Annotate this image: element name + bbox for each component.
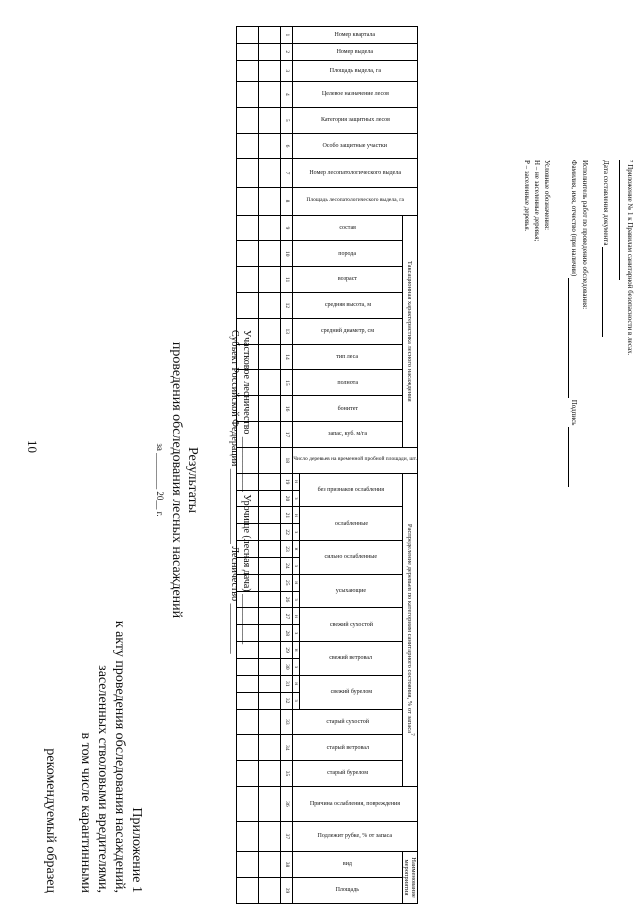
column-number: 29 xyxy=(281,642,293,659)
column-number: 27 xyxy=(281,608,293,625)
table-cell[interactable] xyxy=(259,541,281,558)
table-cell[interactable] xyxy=(237,27,259,44)
table-cell[interactable] xyxy=(237,344,259,370)
appendix-line-4: в том числе карантинными xyxy=(78,732,93,893)
column-number: 12 xyxy=(281,293,293,319)
table-cell[interactable] xyxy=(237,692,259,709)
tax-group-header: Таксационная характеристика лесного насаждения xyxy=(402,215,417,447)
col-measure-area-header: Площадь xyxy=(293,877,402,903)
sub-z: з xyxy=(293,591,300,608)
table-cell[interactable] xyxy=(259,877,281,903)
column-number: 26 xyxy=(281,591,293,608)
col-area-header: Площадь выдела, га xyxy=(293,60,418,81)
col-old-windbreak-header: старый бурелом xyxy=(293,761,402,787)
table-cell[interactable] xyxy=(259,625,281,642)
table-cell[interactable] xyxy=(259,735,281,761)
table-cell[interactable] xyxy=(237,761,259,787)
table-cell[interactable] xyxy=(259,852,281,878)
table-cell[interactable] xyxy=(237,159,259,187)
col-protective-category-header: Категория защитных лесов xyxy=(293,107,418,133)
col-quarter-header: Номер квартала xyxy=(293,27,418,44)
column-number: 24 xyxy=(281,557,293,574)
table-cell[interactable] xyxy=(237,658,259,675)
column-number: 38 xyxy=(281,852,293,878)
table-cell[interactable] xyxy=(259,60,281,81)
column-number: 3 xyxy=(281,60,293,81)
table-cell[interactable] xyxy=(259,591,281,608)
table-cell[interactable] xyxy=(259,709,281,735)
col-felling-header: Подлежит рубке, % от запаса xyxy=(293,821,418,851)
column-number: 25 xyxy=(281,574,293,591)
column-number: 31 xyxy=(281,675,293,692)
col-height-header: средняя высота, м xyxy=(293,293,402,319)
report-subtitle: проведения обследования лесных насаждений xyxy=(169,341,184,619)
table-cell[interactable] xyxy=(259,447,281,473)
table-cell[interactable] xyxy=(237,133,259,159)
table-cell[interactable] xyxy=(259,215,281,241)
legend-z: Р – заселенные деревья. xyxy=(523,160,531,232)
legend-block xyxy=(522,160,552,241)
column-number: 9 xyxy=(281,215,293,241)
table-cell[interactable] xyxy=(259,608,281,625)
table-cell[interactable] xyxy=(237,473,259,490)
table-cell[interactable] xyxy=(237,267,259,293)
table-cell[interactable] xyxy=(259,524,281,541)
table-cell[interactable] xyxy=(237,786,259,821)
sub-z: з xyxy=(293,625,300,642)
sub-n: н xyxy=(293,642,300,659)
column-number: 16 xyxy=(281,396,293,422)
table-row xyxy=(259,27,281,904)
distribution-group-header: Распределение деревьев по категориям санитарного состояния, % от запаса$^7$ xyxy=(402,473,417,786)
col-stock-header: запас, куб. м/га xyxy=(293,422,402,448)
column-number-row xyxy=(281,27,293,904)
col-purpose-header: Целевое назначение лесов xyxy=(293,82,418,108)
col-age-header: возраст xyxy=(293,267,402,293)
fio-row xyxy=(568,160,579,487)
column-number: 4 xyxy=(281,82,293,108)
column-number: 2 xyxy=(281,43,293,60)
table-cell[interactable] xyxy=(237,215,259,241)
table-cell[interactable] xyxy=(259,761,281,787)
column-number: 34 xyxy=(281,735,293,761)
column-number: 10 xyxy=(281,241,293,267)
sub-n: н xyxy=(293,574,300,591)
table-cell[interactable] xyxy=(259,507,281,524)
col-special-areas-header: Особо защитные участки xyxy=(293,133,418,159)
table-cell[interactable] xyxy=(237,821,259,851)
column-number: 8 xyxy=(281,187,293,215)
group-no-weakening: без признаков ослабления xyxy=(300,473,402,507)
table-cell[interactable] xyxy=(237,107,259,133)
col-forest-type-header: тип леса xyxy=(293,344,402,370)
table-cell[interactable] xyxy=(259,187,281,215)
table-cell[interactable] xyxy=(259,821,281,851)
table-cell[interactable] xyxy=(259,241,281,267)
col-old-deadwood-header: старый сухостой xyxy=(293,709,402,735)
column-number: 33 xyxy=(281,709,293,735)
col-density-header: полнота xyxy=(293,370,402,396)
sub-z: з xyxy=(293,658,300,675)
table-cell[interactable] xyxy=(237,187,259,215)
table-cell[interactable] xyxy=(237,735,259,761)
column-number: 21 xyxy=(281,507,293,524)
table-cell[interactable] xyxy=(259,27,281,44)
table-cell[interactable] xyxy=(259,370,281,396)
column-number: 35 xyxy=(281,761,293,787)
table-cell[interactable] xyxy=(237,318,259,344)
sub-n: н xyxy=(293,473,300,490)
legend-n: Н – не заселенные деревья; xyxy=(533,160,541,242)
col-cause-header: Причина ослабления, повреждения xyxy=(293,786,418,821)
table-cell[interactable] xyxy=(259,473,281,490)
table-cell[interactable] xyxy=(259,267,281,293)
table-cell[interactable] xyxy=(259,107,281,133)
table-cell[interactable] xyxy=(237,642,259,659)
appendix-line-3: заселенных стволовыми вредителями, xyxy=(95,665,110,893)
column-number: 37 xyxy=(281,821,293,851)
executor-label: Исполнитель работ по проведению обследования: xyxy=(581,160,589,310)
legend-title: Условные обозначения: xyxy=(543,160,551,231)
col-species-header: порода xyxy=(293,241,402,267)
column-number: 18 xyxy=(281,447,293,473)
sub-z: з xyxy=(293,524,300,541)
table-row xyxy=(237,27,259,904)
table-cell[interactable] xyxy=(259,396,281,422)
sub-z: з xyxy=(293,557,300,574)
col-diameter-header: средний диаметр, см xyxy=(293,318,402,344)
table-cell[interactable] xyxy=(237,541,259,558)
table-cell[interactable] xyxy=(237,241,259,267)
column-number: 36 xyxy=(281,786,293,821)
table-cell[interactable] xyxy=(237,591,259,608)
table-cell[interactable] xyxy=(259,82,281,108)
report-title-block xyxy=(152,330,200,630)
table-cell[interactable] xyxy=(237,60,259,81)
col-plot-header: Номер выдела xyxy=(293,43,418,60)
group-weakened: ослабленные xyxy=(300,507,402,541)
table-cell[interactable] xyxy=(237,877,259,903)
sub-z: з xyxy=(293,490,300,507)
table-cell[interactable] xyxy=(259,675,281,692)
table-cell[interactable] xyxy=(237,852,259,878)
meta-subject: Субъект Российской Федерации _______________ Лесничество __________ xyxy=(229,330,240,654)
signature-label: Подпись xyxy=(570,399,578,426)
table-cell[interactable] xyxy=(237,557,259,574)
column-number: 13 xyxy=(281,318,293,344)
sample-note: рекомендуемый образец xyxy=(43,748,58,893)
appendix-block xyxy=(42,621,145,893)
results-table xyxy=(236,26,418,904)
date-label: Дата составления документа xyxy=(602,160,610,246)
column-number: 15 xyxy=(281,370,293,396)
meta-district: Участковое лесничество ___________ Урочище (лесная дача) __________ xyxy=(241,330,252,645)
column-number: 28 xyxy=(281,625,293,642)
table-cell[interactable] xyxy=(259,43,281,60)
table-cell[interactable] xyxy=(259,557,281,574)
column-number: 11 xyxy=(281,267,293,293)
table-cell[interactable] xyxy=(237,43,259,60)
table-cell[interactable] xyxy=(259,159,281,187)
table-cell[interactable] xyxy=(237,422,259,448)
column-number: 1 xyxy=(281,27,293,44)
table-cell[interactable] xyxy=(259,293,281,319)
measures-group-header: Наименование мероприятия xyxy=(402,852,417,904)
table-cell[interactable] xyxy=(259,658,281,675)
table-cell[interactable] xyxy=(237,709,259,735)
group-fresh-deadwood: свежий сухостой xyxy=(300,608,402,642)
column-number: 23 xyxy=(281,541,293,558)
table-cell[interactable] xyxy=(237,574,259,591)
column-number: 30 xyxy=(281,658,293,675)
col-old-windfall-header: старый ветровал xyxy=(293,735,402,761)
group-strongly-weakened: сильно ослабленные xyxy=(300,541,402,575)
table-cell[interactable] xyxy=(259,786,281,821)
table-cell[interactable] xyxy=(237,82,259,108)
col-lp-plot-area-header: Площадь лесопатологического выдела, га xyxy=(293,187,418,215)
table-cell[interactable] xyxy=(259,574,281,591)
table-cell[interactable] xyxy=(237,507,259,524)
sub-n: н xyxy=(293,608,300,625)
column-number: 39 xyxy=(281,877,293,903)
table-cell[interactable] xyxy=(259,692,281,709)
column-number: 7 xyxy=(281,159,293,187)
footnote: ⁷ Приложение № 1 к Правилам санитарной безопасности в лесах. xyxy=(626,160,634,356)
col-lp-plot-number-header: Номер лесопатологического выдела xyxy=(293,159,418,187)
sub-n: н xyxy=(293,675,300,692)
group-fresh-windfall: свежий ветровал xyxy=(300,642,402,676)
appendix-line-2: к акту проведения обследования насаждений, xyxy=(112,620,127,893)
table-cell[interactable] xyxy=(237,490,259,507)
sub-n: н xyxy=(293,507,300,524)
fio-label: Фамилия, имя, отчество (при наличии) xyxy=(570,160,578,277)
table-cell[interactable] xyxy=(259,490,281,507)
table-cell[interactable] xyxy=(237,447,259,473)
signature-block xyxy=(568,160,590,487)
sub-z: з xyxy=(293,692,300,709)
table-cell[interactable] xyxy=(237,524,259,541)
report-title: Результаты xyxy=(185,446,200,514)
column-number: 17 xyxy=(281,422,293,448)
fio-line xyxy=(568,278,569,398)
table-cell[interactable] xyxy=(237,625,259,642)
col-tree-count-header: Число деревьев на временной пробной площади, шт. xyxy=(293,447,418,473)
table-cell[interactable] xyxy=(237,293,259,319)
column-number: 32 xyxy=(281,692,293,709)
column-number: 14 xyxy=(281,344,293,370)
signature-line xyxy=(568,427,569,487)
table-cell[interactable] xyxy=(259,422,281,448)
column-number: 6 xyxy=(281,133,293,159)
report-period: за ________ 20__ г. xyxy=(155,443,165,517)
group-drying: усыхающие xyxy=(300,574,402,608)
footnote-separator xyxy=(619,160,620,280)
column-number: 5 xyxy=(281,107,293,133)
column-number: 19 xyxy=(281,473,293,490)
table-cell[interactable] xyxy=(259,642,281,659)
appendix-title: Приложение 1 xyxy=(129,807,144,893)
column-number: 22 xyxy=(281,524,293,541)
column-number: 20 xyxy=(281,490,293,507)
col-measure-type-header: вид xyxy=(293,852,402,878)
table-cell[interactable] xyxy=(259,344,281,370)
group-fresh-windbreak: свежий бурелом xyxy=(300,675,402,709)
table-cell[interactable] xyxy=(237,675,259,692)
page-number: 10 xyxy=(25,440,40,453)
col-bonitet-header: бонитет xyxy=(293,396,402,422)
table-cell[interactable] xyxy=(237,396,259,422)
date-line xyxy=(602,247,603,337)
table-cell[interactable] xyxy=(237,370,259,396)
table-cell[interactable] xyxy=(237,608,259,625)
col-composition-header: состав xyxy=(293,215,402,241)
sub-n: н xyxy=(293,541,300,558)
date-block xyxy=(602,160,610,337)
table-cell[interactable] xyxy=(259,318,281,344)
table-cell[interactable] xyxy=(259,133,281,159)
